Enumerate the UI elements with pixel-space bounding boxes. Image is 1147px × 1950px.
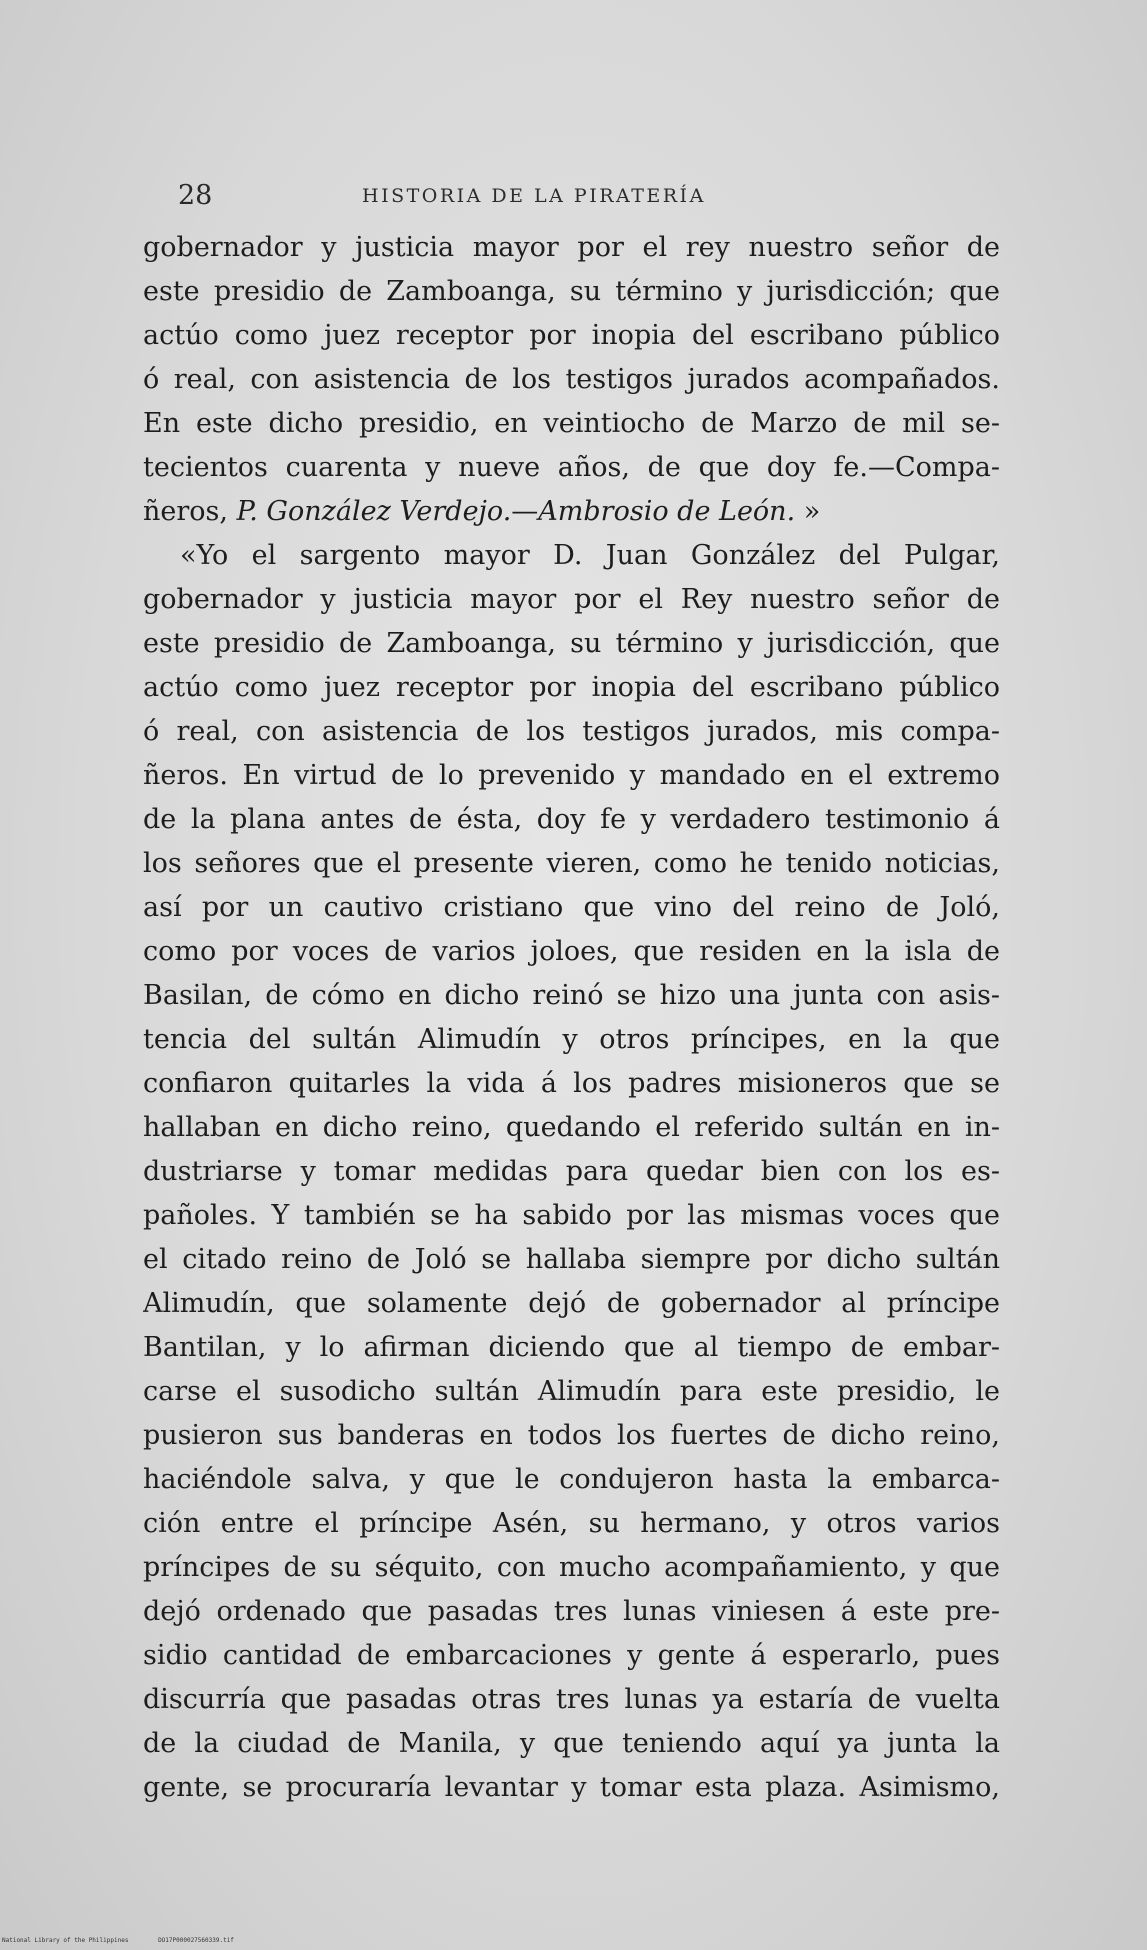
signature-line bbox=[143, 490, 1000, 534]
text-line: de la plana antes de ésta, doy fe y verdadero testimonio á bbox=[143, 804, 1000, 835]
text-line: gobernador y justicia mayor por el rey nuestro señor de bbox=[143, 232, 1000, 263]
text-line: ñeros. En virtud de lo prevenido y mandado en el extremo bbox=[143, 760, 1000, 791]
text-line: En este dicho presidio, en veintiocho de Marzo de mil se- bbox=[143, 408, 1000, 439]
text-line: los señores que el presente vieren, como he tenido noticias, bbox=[143, 848, 1000, 879]
scan-footer bbox=[2, 1937, 260, 1944]
text-line: discurría que pasadas otras tres lunas ya estaría de vuelta bbox=[143, 1684, 1000, 1715]
text-line: el citado reino de Joló se hallaba siempre por dicho sultán bbox=[143, 1244, 1000, 1275]
text-line: confiaron quitarles la vida á los padres misioneros que se bbox=[143, 1068, 1000, 1099]
file-id: DO17P000027560339.tif bbox=[158, 1937, 234, 1944]
signature-start: ñeros, bbox=[143, 496, 228, 527]
text-line: dejó ordenado que pasadas tres lunas viniesen á este pre- bbox=[143, 1596, 1000, 1627]
text-line: hallaban en dicho reino, quedando el referido sultán en in- bbox=[143, 1112, 1000, 1143]
paragraph-start-line: «Yo el sargento mayor D. Juan González del Pulgar, bbox=[180, 540, 1000, 571]
text-line: como por voces de varios joloes, que residen en la isla de bbox=[143, 936, 1000, 967]
text-line: de la ciudad de Manila, y que teniendo aquí ya junta la bbox=[143, 1728, 1000, 1759]
text-line: gente, se procuraría levantar y tomar esta plaza. Asimismo, bbox=[143, 1772, 1000, 1803]
signature-dash: — bbox=[511, 496, 539, 527]
text-line: tecientos cuarenta y nueve años, de que doy fe.—Compa- bbox=[143, 452, 1000, 483]
library-credit: National Library of the Philippines bbox=[2, 1937, 129, 1944]
page-header bbox=[140, 180, 1000, 214]
text-line: Basilan, de cómo en dicho reinó se hizo una junta con asis- bbox=[143, 980, 1000, 1011]
text-line: ción entre el príncipe Asén, su hermano, y otros varios bbox=[143, 1508, 1000, 1539]
text-line: Alimudín, que solamente dejó de gobernador al príncipe bbox=[143, 1288, 1000, 1319]
text-line: tencia del sultán Alimudín y otros príncipes, en la que bbox=[143, 1024, 1000, 1055]
text-line: ó real, con asistencia de los testigos jurados, mis compa- bbox=[143, 716, 1000, 747]
text-line: este presidio de Zamboanga, su término y jurisdicción; que bbox=[143, 276, 1000, 307]
text-line: pusieron sus banderas en todos los fuertes de dicho reino, bbox=[143, 1420, 1000, 1451]
text-line: príncipes de su séquito, con mucho acompañamiento, y que bbox=[143, 1552, 1000, 1583]
page-number: 28 bbox=[178, 180, 213, 211]
text-line: ó real, con asistencia de los testigos jurados acompañados. bbox=[143, 364, 1000, 395]
text-line: dustriarse y tomar medidas para quedar bien con los es- bbox=[143, 1156, 1000, 1187]
text-line: carse el susodicho sultán Alimudín para este presidio, le bbox=[143, 1376, 1000, 1407]
text-line: sidio cantidad de embarcaciones y gente á esperarlo, pues bbox=[143, 1640, 1000, 1671]
text-line: este presidio de Zamboanga, su término y jurisdicción, que bbox=[143, 628, 1000, 659]
closing-quote: » bbox=[803, 496, 821, 527]
text-line: Bantilan, y lo afirman diciendo que al tiempo de embar- bbox=[143, 1332, 1000, 1363]
text-line: gobernador y justicia mayor por el Rey nuestro señor de bbox=[143, 584, 1000, 615]
running-title: HISTORIA DE LA PIRATERÍA bbox=[362, 185, 706, 207]
text-line: actúo como juez receptor por inopia del escribano público bbox=[143, 320, 1000, 351]
text-line: así por un cautivo cristiano que vino del reino de Joló, bbox=[143, 892, 1000, 923]
signature-name-gonzalez: P. González Verdejo. bbox=[236, 496, 512, 527]
signature-name-leon: Ambrosio de León. bbox=[538, 496, 796, 527]
text-line: actúo como juez receptor por inopia del escribano público bbox=[143, 672, 1000, 703]
text-line: pañoles. Y también se ha sabido por las mismas voces que bbox=[143, 1200, 1000, 1231]
text-line: haciéndole salva, y que le condujeron hasta la embarca- bbox=[143, 1464, 1000, 1495]
